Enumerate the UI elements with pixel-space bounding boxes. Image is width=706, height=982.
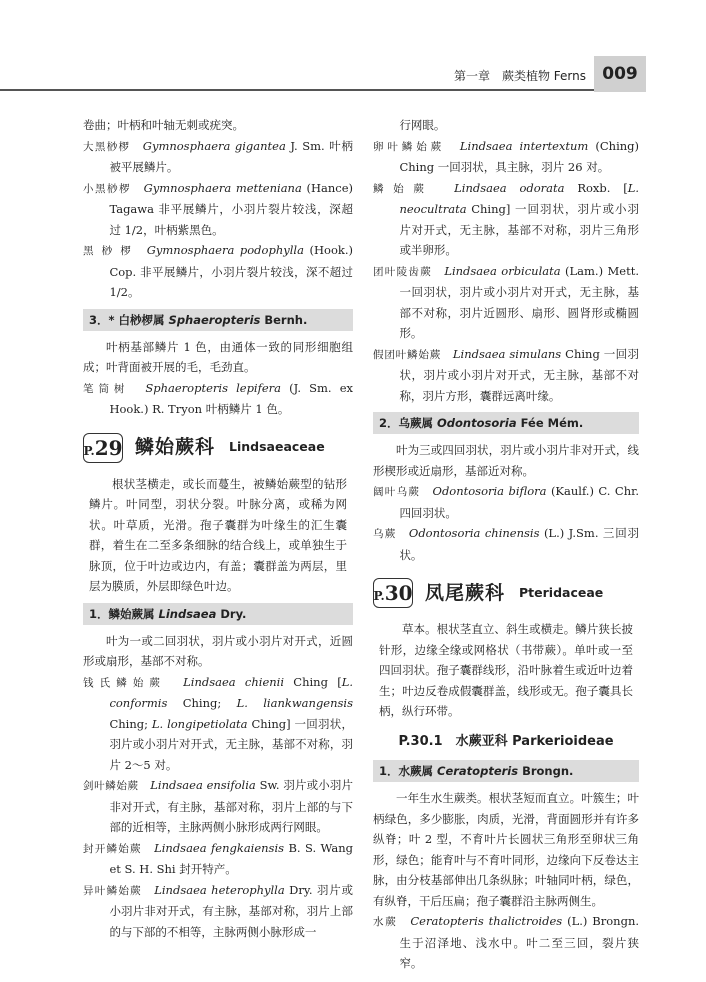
species-entry: 大黑桫椤 Gymnosphaera gigantea J. Sm. 叶柄被平展鳞片。 <box>83 138 354 174</box>
family-latin-name: Pteridaceae <box>519 584 604 600</box>
species-entry: 乌蕨 Odontosoria chinensis (L.) J.Sm. 三回羽状。 <box>373 526 640 562</box>
species-entry: 水蕨 Ceratopteris thalictroides (L.) Brongn. 生于沼泽地、浅水中。叶二至三回，裂片狭窄。 <box>373 914 640 970</box>
subfamily-heading: P.30.1 水蕨亚科 Parkerioideae <box>398 733 614 749</box>
species-entry: 封开鳞始蕨 Lindsaea fengkaiensis B. S. Wang et S. H. Shi 封开特产。 <box>83 840 353 876</box>
entry-list-a <box>83 136 353 303</box>
family-latin-name: Lindsaeaceae <box>229 439 325 455</box>
genus-heading: 2．乌蕨属 Odontosoria Fée Mém. <box>373 412 639 434</box>
genus-description: 叶为三或四回羽状，羽片或小羽片非对开式，线形楔形或近扇形，基部近对称。 <box>373 443 639 478</box>
family-number-box: P. 30 <box>373 578 413 608</box>
family-description: 根状茎横走，或长而蔓生，被鳞始蕨型的钻形鳞片。叶同型，羽状分裂。叶脉分离，或稀为网状。叶草质，光滑。孢子囊群为叶缘生的汇生囊群，着生在二至多条细脉的结合线上，或单独生于脉顶，位于叶边或边内，有盖；囊群盖为两层，里层为膜质，外层即绿色叶边。 <box>89 476 347 593</box>
header-rule <box>0 89 594 91</box>
genus-description: 叶为一或二回羽状，羽片或小羽片对开式，近圆形或扇形，基部不对称。 <box>83 633 353 668</box>
species-entry: 小黑桫椤 Gymnosphaera metteniana (Hance) Tagawa 非平展鳞片，小羽片裂片较浅，深超过 1/2，叶柄紫黑色。 <box>83 180 353 237</box>
species-entry: 阔叶乌蕨 Odontosoria biflora (Kaulf.) C. Chr. 四回羽状。 <box>373 484 639 520</box>
species-entry: 钱氏鳞始蕨 Lindsaea chienii Ching [L. conformis Ching; L. liankwangensis Ching; L. longipetiolata Ching] 一回羽状，羽片或小羽片对开式，无主脉，基部不对称，羽片 2～5 对。 <box>83 674 353 772</box>
genus-heading: 1．鳞始蕨属 Lindsaea Dry. <box>83 603 353 625</box>
species-entry: 笔筒树 Sphaeropteris lepifera (J. Sm. ex Hook.) R. Tryon 叶柄鳞片 1 色。 <box>83 380 353 416</box>
continuation-line: 行网眼。 <box>399 118 446 132</box>
family-heading <box>83 428 353 468</box>
species-entry: 卵叶鳞始蕨 Lindsaea intertextum (Ching) Ching 一回羽状，具主脉，羽片 26 对。 <box>373 138 640 174</box>
entry-list-a <box>373 136 639 407</box>
right-column <box>373 115 639 974</box>
left-column <box>83 115 353 942</box>
species-entry: 团叶陵齿蕨 Lindsaea orbiculata (Lam.) Mett. 一回羽状，羽片或小羽片对开式，无主脉，基部不对称，羽片近圆形、扇形、圆肾形或椭圆形。 <box>373 263 640 340</box>
intro-line: 卷曲；叶柄和叶轴无刺或疣突。 <box>83 118 244 132</box>
chapter-title: 第一章 蕨类植物 Ferns <box>453 69 586 83</box>
genus-description: 一年生水生蕨类。根状茎短而直立。叶簇生；叶柄绿色，多少膨胀，肉质，光滑，背面圆形并有许多纵脊；叶 2 型，不育叶片长圆状三角形至卵状三角形，绿色；能育叶与不育叶同形，边缘向下反卷达主脉，由分枝基部伸出几条纵脉；叶轴同叶柄，绿色，有纵脊，干后压扁；孢子囊群沿主脉两侧生。 <box>373 791 639 908</box>
species-entry: 鳞始蕨 Lindsaea odorata Roxb. [L. neocultrata Ching] 一回羽状，羽片或小羽片对开式，无主脉，基部不对称，羽片三角形或半卵形。 <box>373 180 640 257</box>
species-entry: 黑 桫 椤 Gymnosphaera podophylla (Hook.) Cop. 非平展鳞片，小羽片裂片较浅，深不超过 1/2。 <box>83 243 353 299</box>
genus-heading: 1．水蕨属 Ceratopteris Brongn. <box>373 760 639 782</box>
species-entry: 异叶鳞始蕨 Lindsaea heterophylla Dry. 羽片或小羽片非对开式，有主脉，基部对称，羽片上部的与下部的不相等，主脉两侧小脉形成一 <box>83 882 354 939</box>
page-number: 009 <box>594 56 646 92</box>
genus-description: 叶柄基部鳞片 1 色，由通体一致的同形细胞组成；叶背面被开展的毛，毛劲直。 <box>83 339 353 374</box>
family-cn-name: 鳞始蕨科 <box>135 436 216 459</box>
species-entry: 剑叶鳞始蕨 Lindsaea ensifolia Sw. 羽片或小羽片非对开式，有主脉，基部对称，羽片上部的与下部的近相等，主脉两侧小脉形成两行网眼。 <box>83 778 354 834</box>
species-entry: 假团叶鳞始蕨 Lindsaea simulans Ching 一回羽状，羽片或小羽片对开式，无主脉，基部不对称，羽片方形，囊群远离叶缘。 <box>373 346 639 403</box>
family-heading <box>373 573 639 613</box>
genus-heading: 3．* 白桫椤属 Sphaeropteris Bernh. <box>83 309 353 331</box>
family-cn-name: 凤尾蕨科 <box>425 581 506 604</box>
family-description: 草本。根状茎直立、斜生或横走。鳞片狭长披针形，边缘全缘或网格状（书带蕨）。单叶或一至四回羽状。孢子囊群线形，沿叶脉着生或近叶边着生；叶边反卷成假囊群盖，线形或无。孢子囊具长柄，纵行环带。 <box>379 622 633 718</box>
entry-list-c <box>83 672 353 943</box>
family-number-box: P. 29 <box>83 433 123 463</box>
